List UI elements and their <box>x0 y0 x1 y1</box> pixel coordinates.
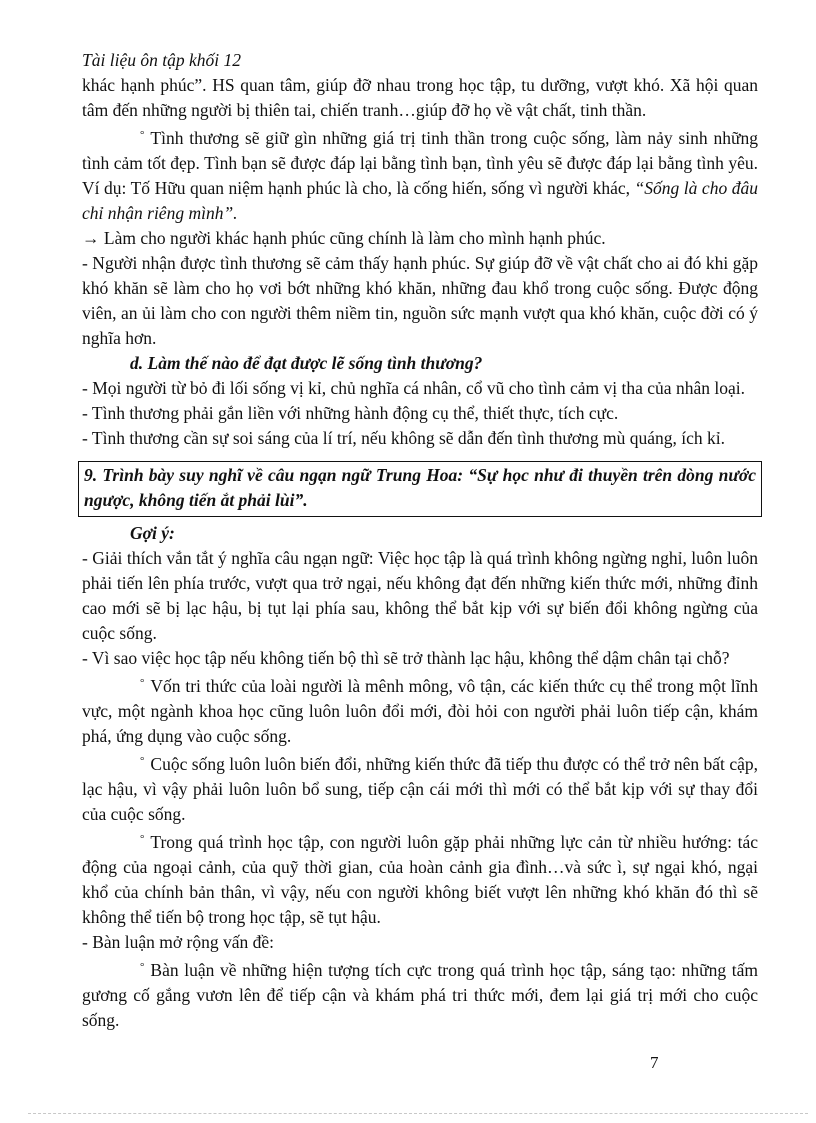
bullet-symbol: ° <box>140 129 145 141</box>
document-header: Tài liệu ôn tập khối 12 <box>82 50 241 70</box>
page-bottom-divider <box>28 1113 808 1114</box>
paragraph-text: Cuộc sống luôn luôn biến đổi, những kiến thức đã tiếp thu được có thể trở nên bất cập, lạc hậu, vì vậy phải luôn luôn bổ sung, tiếp cận cái mới thì mới có thể bắt kịp với sự thay đổi của cuộc sống. <box>82 754 758 824</box>
page-number: 7 <box>650 1053 659 1072</box>
bullet-symbol: ° <box>140 833 145 845</box>
bullet-paragraph <box>82 955 758 1033</box>
quote-text: “Sống là cho đâu chỉ nhận riêng mình”. <box>82 178 758 223</box>
document-body <box>82 73 758 1033</box>
paragraph: - Tình thương phải gắn liền với những hành động cụ thể, thiết thực, tích cực. <box>82 403 619 423</box>
bullet-paragraph <box>82 827 758 930</box>
paragraph-text: Bàn luận về những hiện tượng tích cực trong quá trình học tập, sáng tạo: những tấm gương cố gắng vươn lên để tiếp cận và khám phá tri thức mới, đem lại giá trị mới cho cuộc sống. <box>82 960 758 1030</box>
paragraph: - Người nhận được tình thương sẽ cảm thấy hạnh phúc. Sự giúp đỡ về vật chất cho ai đó khi gặp khó khăn sẽ làm cho họ vơi bớt những khó khăn, những đau khổ trong cuộc sống. Được động viên, an ủi làm cho con người thêm niềm tin, nguồn sức mạnh vượt qua khó khăn, cuộc đời có ý nghĩa hơn. <box>82 253 758 348</box>
paragraph-text: Vốn tri thức của loài người là mênh mông, vô tận, các kiến thức cụ thể trong một lĩnh vực, một ngành khoa học cũng luôn luôn đổi mới, đòi hỏi con người phải luôn tiếp cận, khám phá, ứng dụng vào cuộc sống. <box>82 676 758 746</box>
paragraph: khác hạnh phúc”. HS quan tâm, giúp đỡ nhau trong học tập, tu dưỡng, vượt khó. Xã hội quan tâm đến những người bị thiên tai, chiến tranh…giúp đỡ họ về vật chất, tinh thần. <box>82 75 758 120</box>
paragraph-text: Trong quá trình học tập, con người luôn gặp phải những lực cản từ nhiều hướng: tác động của ngoại cảnh, của quỹ thời gian, của hoàn cảnh gia đình…và sức ì, sự ngại khó, ngại khổ của chính bản thân, vì vậy, nếu con người không biết vượt lên những khó khăn đó thì sẽ không thể tiến bộ trong học tập, sẽ tụt hậu. <box>82 832 758 927</box>
section-heading: d. Làm thế nào để đạt được lẽ sống tình thương? <box>130 353 483 373</box>
bullet-paragraph <box>82 749 758 827</box>
paragraph: - Mọi người từ bỏ đi lối sống vị kỉ, chủ nghĩa cá nhân, cổ vũ cho tình cảm vị tha của nhân loại. <box>82 378 745 398</box>
bullet-paragraph <box>82 671 758 749</box>
question-box: 9. Trình bày suy nghĩ về câu ngạn ngữ Trung Hoa: “Sự học như đi thuyền trên dòng nước ngược, không tiến ắt phải lùi”. <box>78 461 762 517</box>
paragraph-text: Tình thương sẽ giữ gìn những giá trị tinh thần trong cuộc sống, làm nảy sinh những tình cảm tốt đẹp. Tình bạn sẽ được đáp lại bằng tình bạn, tình yêu sẽ được đáp lại bằng tình yêu. Ví dụ: Tố Hữu quan niệm hạnh phúc là cho, là cống hiến, sống vì người khác, <box>82 128 758 198</box>
paragraph: - Giải thích vắn tắt ý nghĩa câu ngạn ngữ: Việc học tập là quá trình không ngừng nghỉ, luôn luôn phải tiến lên phía trước, vượt qua trở ngại, nếu không đạt đến những kiến thức mới, những đỉnh cao mới sẽ bị lạc hậu, bị tụt lại phía sau, không thể bắt kịp với sự biến đổi không ngừng của cuộc sống. <box>82 548 758 643</box>
bullet-symbol: ° <box>140 755 145 767</box>
paragraph: - Bàn luận mở rộng vấn đề: <box>82 932 274 952</box>
bullet-symbol: ° <box>140 961 145 973</box>
paragraph: - Tình thương cần sự soi sáng của lí trí, nếu không sẽ dẫn đến tình thương mù quáng, ích kỉ. <box>82 428 726 448</box>
paragraph: → Làm cho người khác hạnh phúc cũng chính là làm cho mình hạnh phúc. <box>82 228 606 248</box>
paragraph: - Vì sao việc học tập nếu không tiến bộ thì sẽ trở thành lạc hậu, không thể dậm chân tại chỗ? <box>82 648 730 668</box>
hint-heading: Gợi ý: <box>130 523 175 543</box>
bullet-paragraph <box>82 123 758 226</box>
bullet-symbol: ° <box>140 677 145 689</box>
